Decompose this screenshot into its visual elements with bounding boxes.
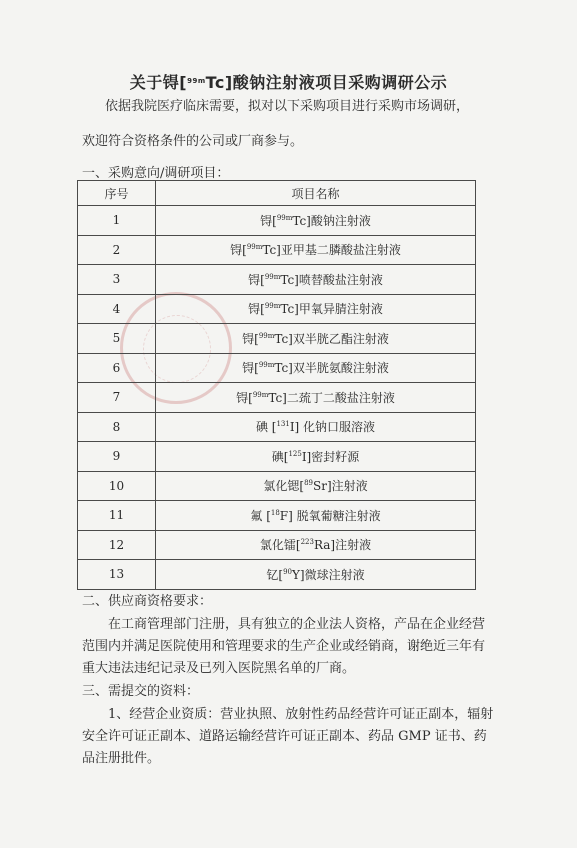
item-isotope-number: 99m <box>258 361 275 370</box>
item-name-post: Tc]双半胱乙酯注射液 <box>274 331 389 346</box>
table-row <box>78 471 476 501</box>
row-index: 8 <box>78 412 156 442</box>
section-1-heading: 一、采购意向/调研项目： <box>82 166 230 181</box>
row-item-name <box>156 206 476 236</box>
item-name-pre: 碘[ <box>271 449 289 464</box>
item-name-pre: 锝[ <box>230 243 247 258</box>
item-name-pre: 锝[ <box>260 213 277 228</box>
item-isotope-number: 90 <box>283 567 292 576</box>
row-item-name <box>156 560 476 590</box>
table-body <box>78 206 476 590</box>
row-index: 1 <box>78 206 156 236</box>
item-isotope-number: 131 <box>276 420 290 429</box>
item-isotope-number: 99m <box>264 302 281 311</box>
table-row <box>78 265 476 295</box>
item-isotope-number: 125 <box>288 449 302 458</box>
table-row <box>78 530 476 560</box>
item-isotope-number: 99m <box>258 331 275 340</box>
item-isotope-number: 99m <box>264 272 281 281</box>
intro-line-1: 依据我院医疗临床需要，拟对以下采购项目进行采购市场调研， <box>105 99 470 114</box>
table-row <box>78 501 476 531</box>
item-name-pre: 锝[ <box>248 272 265 287</box>
item-isotope-number: 89 <box>304 479 313 488</box>
item-name-post: Tc]亚甲基二膦酸盐注射液 <box>262 243 401 258</box>
section-3-heading: 三、需提交的资料： <box>82 684 200 699</box>
row-index: 4 <box>78 294 156 324</box>
item-isotope-number: 99m <box>276 213 293 222</box>
section-2-body: 在工商管理部门注册，具有独立的企业法人资格，产品在企业经营范围内并满足医院使用和管理要求的生产企业或经销商，谢绝近三年有重大违法违纪记录及已列入医院黑名单的厂商。 <box>82 617 486 676</box>
item-name-post: Tc]喷替酸盐注射液 <box>280 272 383 287</box>
header-item-name: 项目名称 <box>156 181 476 206</box>
row-item-name <box>156 530 476 560</box>
item-name-post: I] 化钠口服溶液 <box>289 420 376 435</box>
item-name-pre: 锝[ <box>248 302 265 317</box>
item-name-post: Tc]酸钠注射液 <box>292 213 371 228</box>
item-name-pre: 钇[ <box>266 567 284 582</box>
row-item-name <box>156 294 476 324</box>
row-index: 13 <box>78 560 156 590</box>
intro-line-2: 欢迎符合资格条件的公司或厂商参与。 <box>82 134 304 149</box>
item-name-pre: 氯化镭[ <box>259 538 301 553</box>
item-name-post: Ra]注射液 <box>313 538 372 553</box>
row-item-name <box>156 471 476 501</box>
table-row <box>78 560 476 590</box>
notice-title <box>0 70 577 93</box>
row-index: 2 <box>78 235 156 265</box>
table-row <box>78 235 476 265</box>
table-row <box>78 442 476 472</box>
table-row <box>78 412 476 442</box>
item-isotope-number: 99m <box>246 243 263 252</box>
item-name-pre: 氟 [ <box>250 508 271 523</box>
item-name-pre: 锝[ <box>242 331 259 346</box>
row-item-name <box>156 412 476 442</box>
procurement-items-table <box>77 180 476 590</box>
table-row <box>78 383 476 413</box>
item-name-post: Tc]甲氧异腈注射液 <box>280 302 383 317</box>
row-index: 12 <box>78 530 156 560</box>
table-header-row <box>78 181 476 206</box>
item-name-post: I]密封籽源 <box>301 449 360 464</box>
item-name-post: Y]微球注射液 <box>292 567 365 582</box>
row-index: 6 <box>78 353 156 383</box>
header-index: 序号 <box>78 181 156 206</box>
row-item-name <box>156 501 476 531</box>
item-isotope-number: 18 <box>270 508 280 517</box>
row-index: 9 <box>78 442 156 472</box>
item-name-post: Tc]双半胱氨酸注射液 <box>274 361 389 376</box>
table-row <box>78 206 476 236</box>
table-row <box>78 294 476 324</box>
table-row <box>78 324 476 354</box>
row-index: 7 <box>78 383 156 413</box>
item-name-pre: 碘 [ <box>255 420 277 435</box>
row-index: 10 <box>78 471 156 501</box>
row-item-name <box>156 442 476 472</box>
row-item-name <box>156 353 476 383</box>
title-pre: 关于锝[ <box>129 73 188 92</box>
section-3-body: 1、经营企业资质：营业执照、放射性药品经营许可证正副本，辐射安全许可证正副本、道路运输经营许可证正副本、药品 GMP 证书、药品注册批件。 <box>82 707 494 766</box>
item-isotope-number: 99m <box>252 390 269 399</box>
row-index: 5 <box>78 324 156 354</box>
row-index: 11 <box>78 501 156 531</box>
item-name-post: F] 脱氧葡糖注射液 <box>279 508 381 523</box>
row-index: 3 <box>78 265 156 295</box>
title-post: Tc]酸钠注射液项目采购调研公示 <box>205 73 448 92</box>
row-item-name <box>156 324 476 354</box>
row-item-name <box>156 265 476 295</box>
title-isotope: 99m <box>187 77 206 85</box>
item-name-pre: 氯化锶[ <box>263 479 305 494</box>
item-name-post: Tc]二巯丁二酸盐注射液 <box>268 390 395 405</box>
item-name-post: Sr]注射液 <box>312 479 368 494</box>
table-row <box>78 353 476 383</box>
item-name-pre: 锝[ <box>236 390 253 405</box>
row-item-name <box>156 235 476 265</box>
item-name-pre: 锝[ <box>242 361 259 376</box>
item-isotope-number: 223 <box>300 538 314 547</box>
section-2-heading: 二、供应商资格要求： <box>82 594 213 609</box>
row-item-name <box>156 383 476 413</box>
